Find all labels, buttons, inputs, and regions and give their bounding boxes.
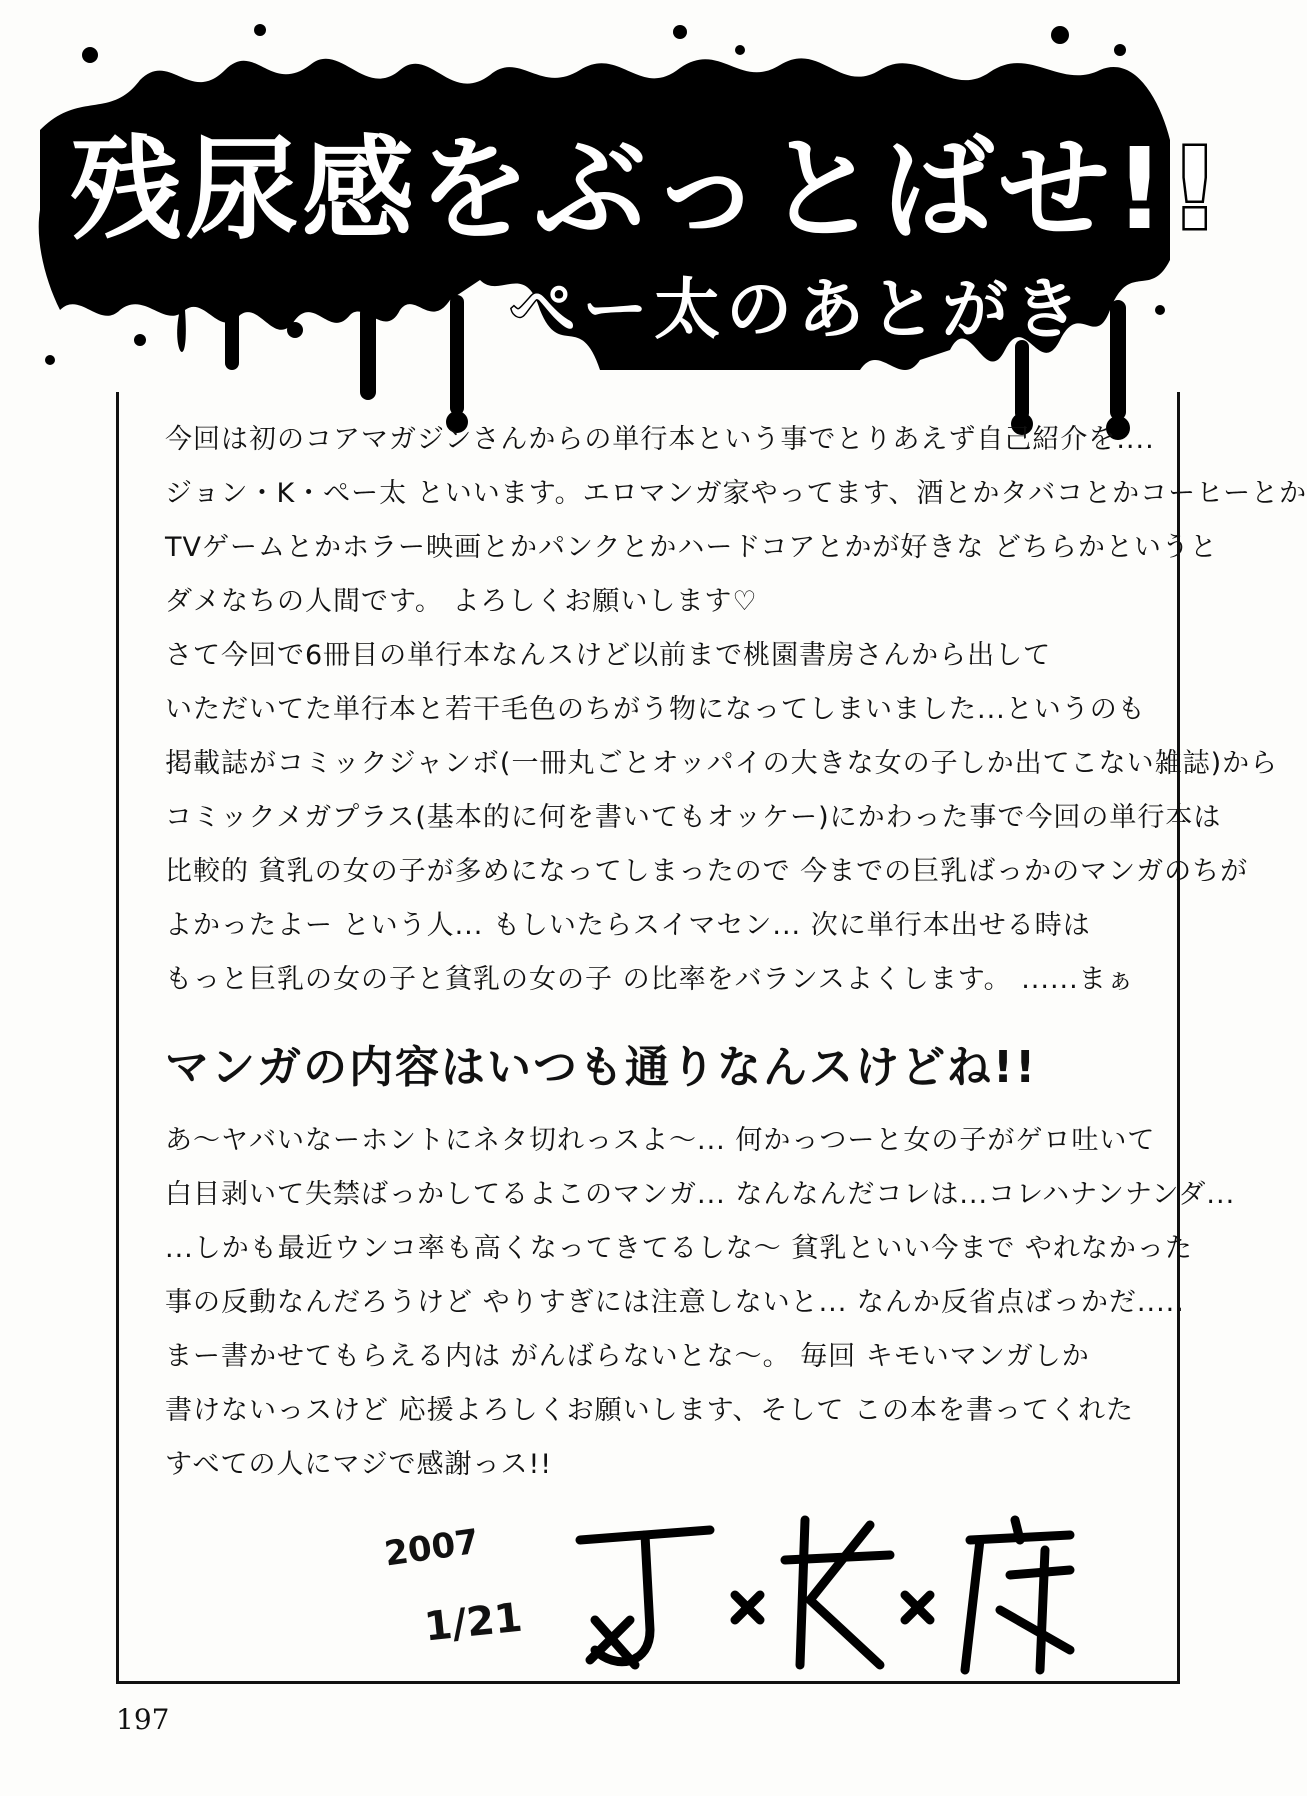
page-number: 197 [116,1703,170,1736]
text-line: いただいてた単行本と若干毛色のちがう物になってしまいました...というのも [165,694,1146,725]
text-line: ジョン・K・ぺー太 といいます。エロマンガ家やってます、酒とかタバコとかコーヒーとか [165,478,1307,509]
text-line: 白目剥いて失禁ばっかしてるよこのマンガ... なんなんだコレは...コレハナンナンダ... [165,1179,1236,1210]
text-line: TVゲームとかホラー映画とかパンクとかハードコアとかが好きな どちらかというと [165,532,1218,563]
text-line: 書けないっスけど 応援よろしくお願いします、そして この本を書ってくれた [165,1395,1135,1426]
date-day: 1/21 [422,1594,525,1651]
text-line: さて今回で6冊目の単行本なんスけど以前まで桃園書房さんから出して [165,640,1052,671]
signature-graphic [570,1500,1090,1680]
text-line: ...しかも最近ウンコ率も高くなってきてるしな〜 貧乳といい今まで やれなかった [165,1233,1193,1264]
text-line: 今回は初のコアマガジンさんからの単行本という事でとりあえず自己紹介を.... [165,424,1155,455]
text-line: 掲載誌がコミックジャンボ(一冊丸ごとオッパイの大きな女の子しか出てこない雑誌)から [165,748,1279,779]
text-line: あ〜ヤバいなーホントにネタ切れっスよ〜... 何かっつーと女の子がゲロ吐いて [165,1125,1156,1156]
text-line: コミックメガプラス(基本的に何を書いてもオッケー)にかわった事で今回の単行本は [165,802,1222,833]
text-line: まー書かせてもらえる内は がんばらないとな〜。 毎回 キモいマンガしか [165,1341,1090,1372]
section-heading: マンガの内容はいつも通りなんスけどね!! [165,1042,1038,1093]
body-text-block-2 [165,1114,1236,1492]
text-line: ダメなちの人間です。 よろしくお願いします♡ [165,586,758,617]
afterword-subtitle: ぺー太のあとがき [510,271,1086,348]
text-line: もっと巨乳の女の子と貧乳の女の子 の比率をバランスよくします。 ......まぁ [165,964,1135,995]
body-text-block [165,413,1307,1123]
text-line: 比較的 貧乳の女の子が多めになってしまったので 今までの巨乳ばっかのマンガのちが [165,856,1249,887]
afterword-title: 残尿感をぶっとばせ!! [70,125,1225,255]
text-line: 事の反動なんだろうけど やりすぎには注意しないと... なんか反省点ばっかだ..... [165,1287,1185,1318]
text-line: よかったよー という人... もしいたらスイマセン... 次に単行本出せる時は [165,910,1091,941]
text-line: すべての人にマジで感謝っス!! [165,1449,553,1480]
date-year: 2007 [382,1521,482,1575]
